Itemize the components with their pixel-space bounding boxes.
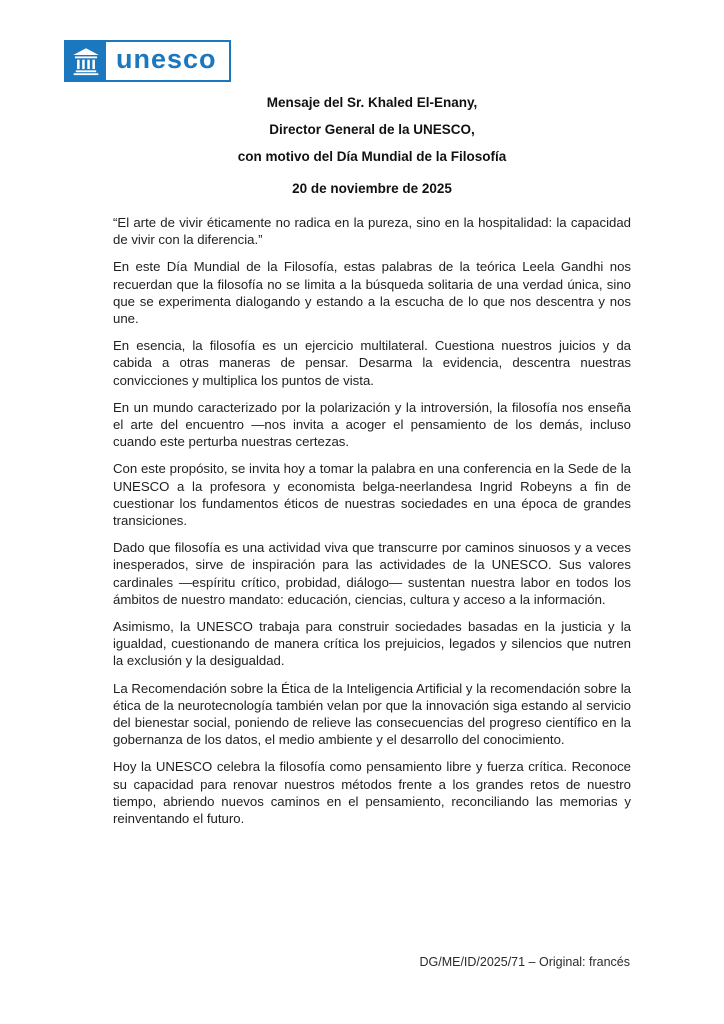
unesco-temple-icon <box>66 42 106 80</box>
paragraph: En un mundo caracterizado por la polarización y la introversión, la filosofía nos enseña el arte del encuentro —nos invita a acoger el pensamiento de los demás, incluso cuando este perturba nuestras certezas. <box>113 399 631 450</box>
title-block <box>113 89 631 202</box>
paragraph: En este Día Mundial de la Filosofía, estas palabras de la teórica Leela Gandhi nos recuerdan que la filosofía no se limita a la búsqueda solitaria de una verdad única, sino que se experimenta dialogando y estando a la escucha de lo que nos descentra y nos une. <box>113 259 631 327</box>
paragraph-quote: “El arte de vivir éticamente no radica en la pureza, sino en la hospitalidad: la capacidad de vivir con la diferencia.” <box>113 215 631 248</box>
unesco-wordmark: unesco <box>116 43 217 74</box>
paragraph: La Recomendación sobre la Ética de la Inteligencia Artificial y la recomendación sobre la ética de la neurotecnología también velan por que la innovación siga estando al servicio del bienestar social, poniendo de relieve las consecuencias del progreso científico en la gobernanza de los datos, el medio ambiente y el desarrollo del conocimiento. <box>113 680 631 748</box>
title-line-3: con motivo del Día Mundial de la Filosofía <box>237 149 507 164</box>
paragraph: En esencia, la filosofía es un ejercicio multilateral. Cuestiona nuestros juicios y da cabida a otras maneras de pensar. Desarma la evidencia, descentra nuestras convicciones y multiplica los puntos de vista. <box>113 338 631 388</box>
document-date: 20 de noviembre de 2025 <box>292 181 452 196</box>
paragraph: Hoy la UNESCO celebra la filosofía como pensamiento libre y fuerza crítica. Reconoce su capacidad para renovar nuestros métodos frente a los grandes retos de nuestro tiempo, abriendo nuevos caminos en el pensamiento, reconciliando las memorias y reinventando el futuro. <box>113 759 631 827</box>
paragraph: Con este propósito, se invita hoy a tomar la palabra en una conferencia en la Sede de la UNESCO a la profesora y economista belga-neerlandesa Ingrid Robeyns a fin de cuestionar los fundamentos éticos de nuestras sociedades en una época de grandes transiciones. <box>113 461 631 529</box>
unesco-logo <box>64 40 231 82</box>
title-line-1: Mensaje del Sr. Khaled El-Enany, <box>266 95 478 110</box>
title-line-2: Director General de la UNESCO, <box>269 122 475 137</box>
paragraph: Dado que filosofía es una actividad viva que transcurre por caminos sinuosos y a veces inesperados, sirve de inspiración para las actividades de la UNESCO. Sus valores cardinales —espíritu crítico, probidad, diálogo— sustentan nuestra labor en todos los ámbitos de nuestro mandato: educación, ciencias, cultura y acceso a la información. <box>113 540 631 607</box>
document-body <box>113 214 631 837</box>
paragraph: Asimismo, la UNESCO trabaja para construir sociedades basadas en la justicia y la igualdad, cuestionando de manera crítica los prejuicios, legados y silencios que nutren la exclusión y la desigualdad. <box>113 619 631 669</box>
document-reference: DG/ME/ID/2025/71 – Original: francés <box>419 955 630 969</box>
